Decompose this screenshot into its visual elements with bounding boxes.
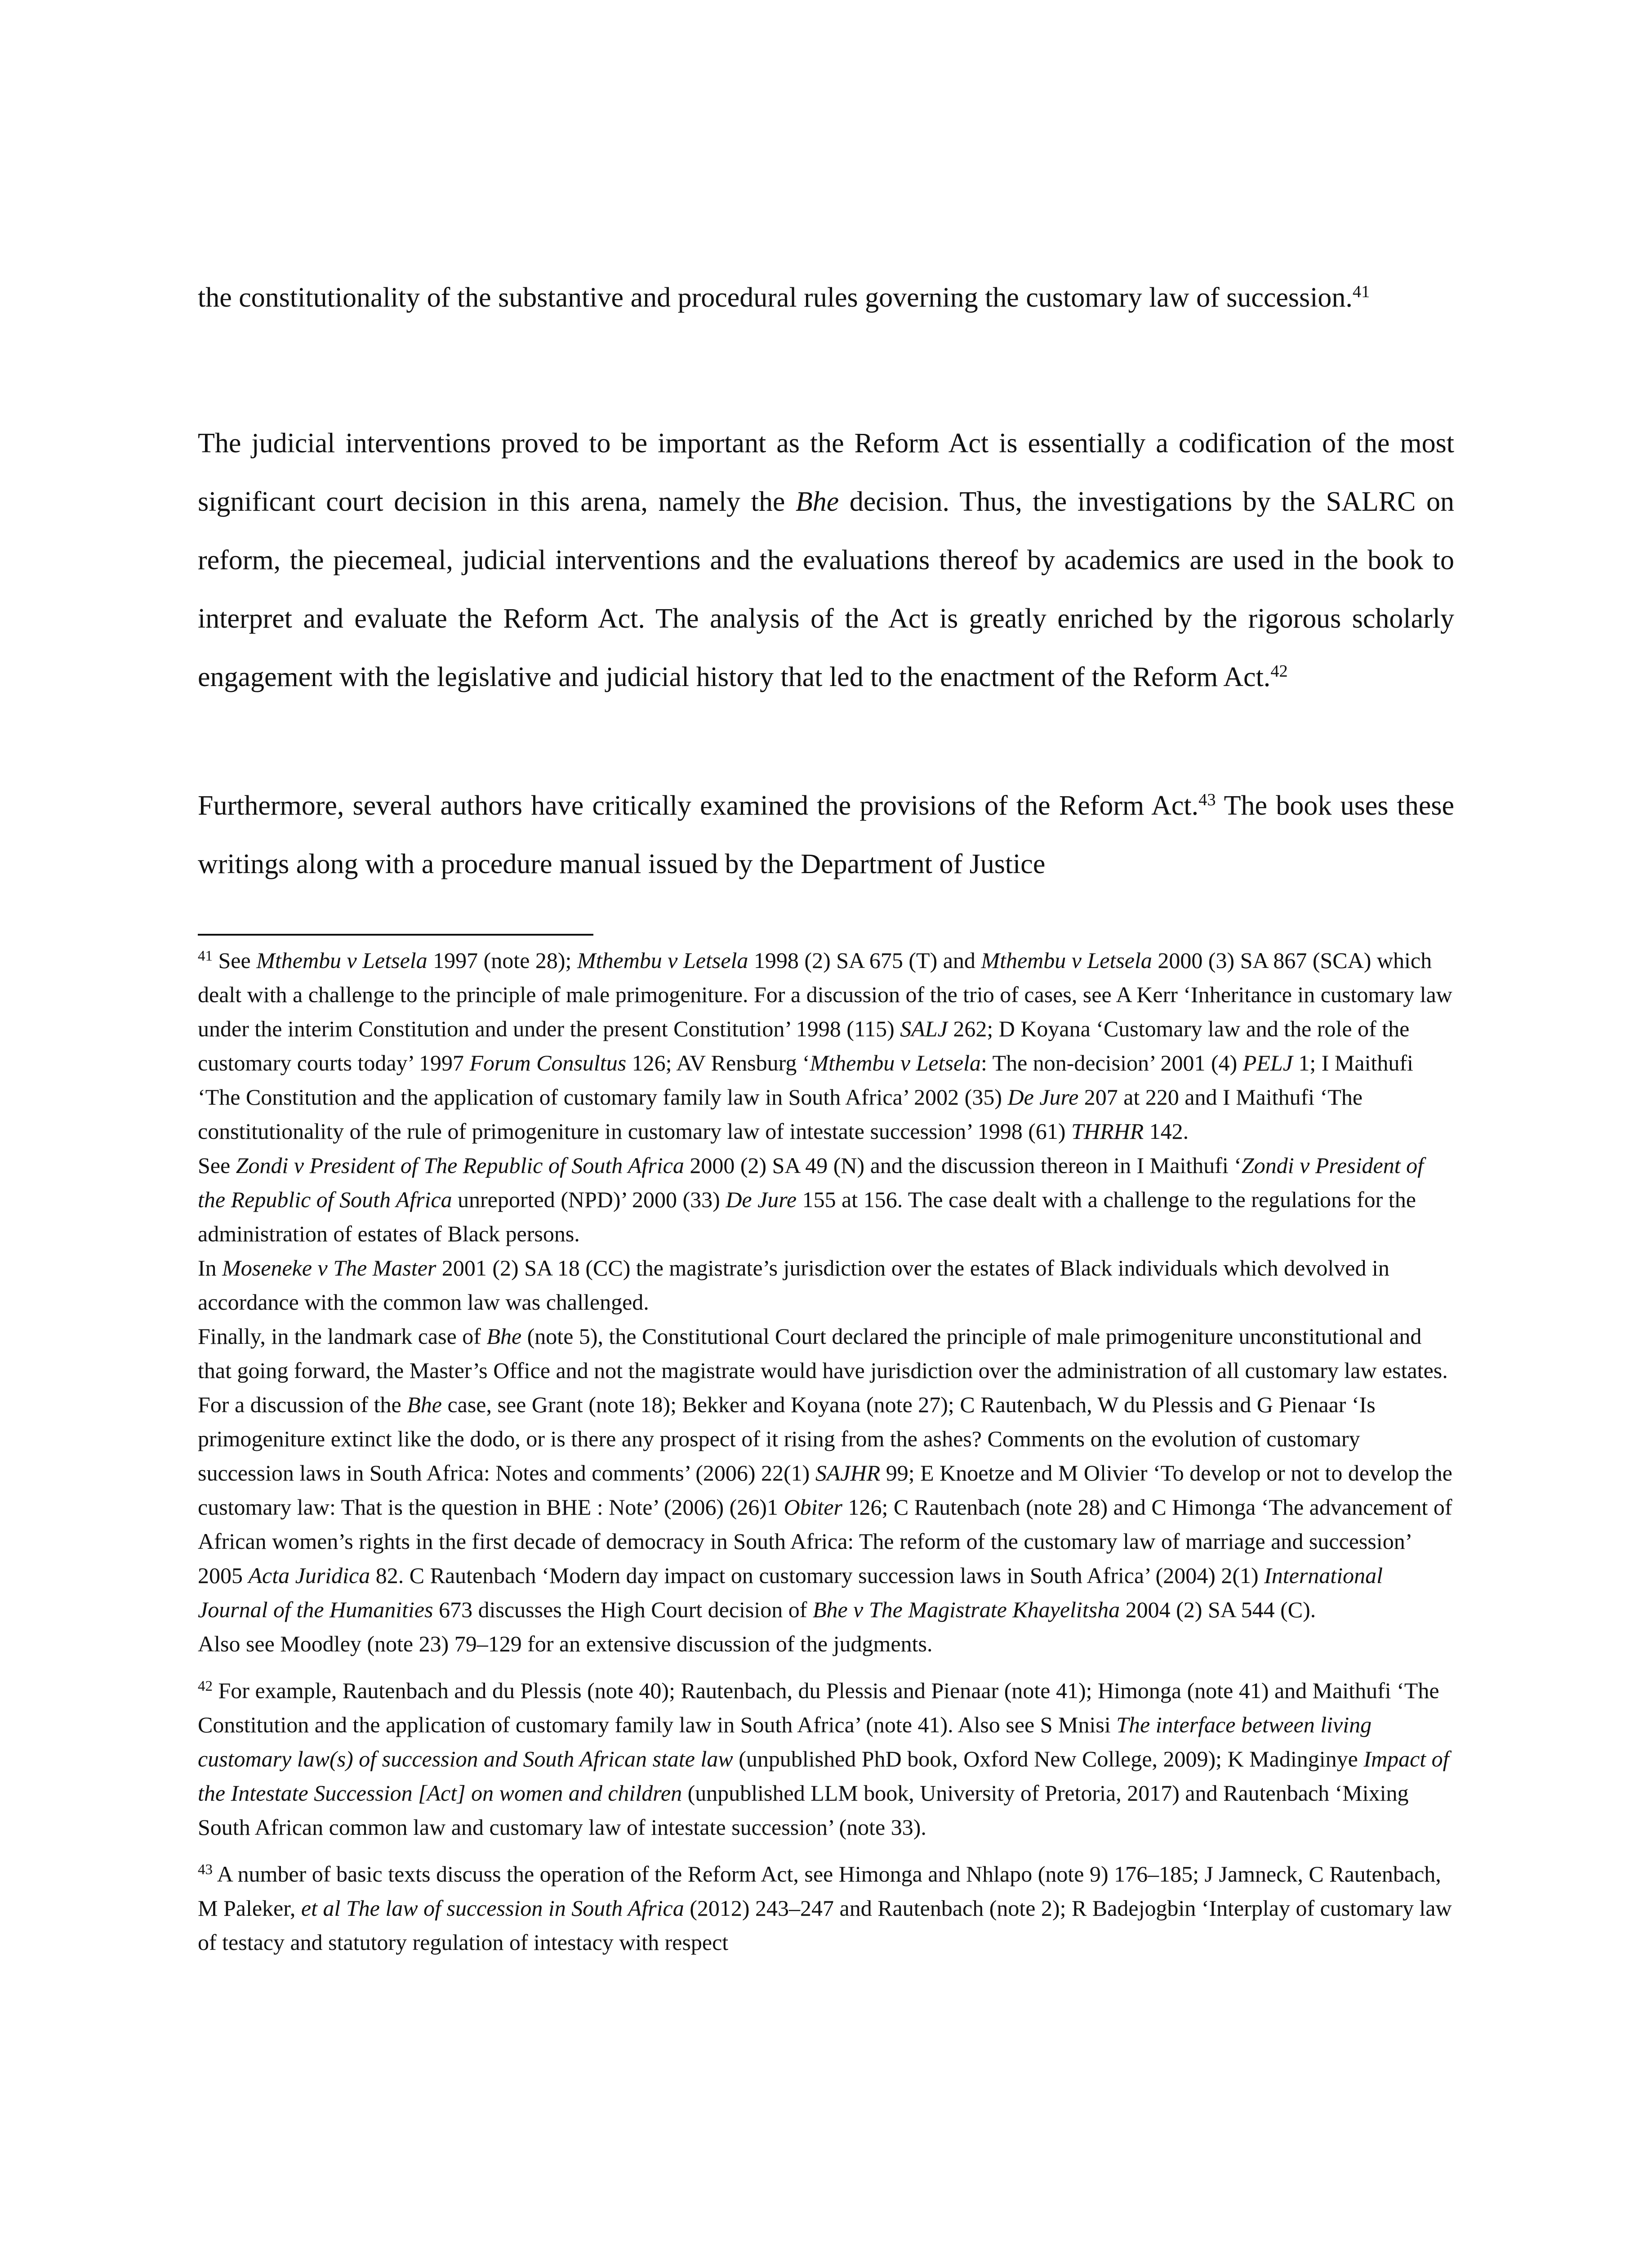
footnote-number: 43 [198,1861,213,1878]
footnote-41-bhe-discussion: For a discussion of the Bhe case, see Grant (note 18); Bekker and Koyana (note 27); C Rautenbach, W du Plessis and G Pienaar ‘Is primogeniture extinct like the dodo, or is there any prospect of it rising from the ashes? Comments on the evolution of customary succession laws in South Africa: Notes and comments’ (2006) 22(1) SAJHR 99; E Knoetze and M Olivier ‘To develop or not to develop the customary law: That is the question in BHE : Note’ (2006) (26)1 Obiter 126; C Rautenbach (note 28) and C Himonga ‘The advancement of African women’s rights in the first decade of democracy in South Africa: The reform of the customary law of marriage and succession’ 2005 Acta Juridica 82. C Rautenbach ‘Modern day impact on customary succession laws in South Africa’ (2004) 2(1) International Journal of the Humanities 673 discusses the High Court decision of Bhe v The Magistrate Khayelitsha 2004 (2) SA 544 (C). [198,1392,1452,1622]
footnote-41-moseneke: In Moseneke v The Master 2001 (2) SA 18 (CC) the magistrate’s jurisdiction over the estates of Black individuals which devolved in accordance with the common law was challenged. [198,1255,1389,1315]
footnote-41-bhe: Finally, in the landmark case of Bhe (note 5), the Constitutional Court declared the principle of male primogeniture unconstitutional and that going forward, the Master’s Office and not the magistrate would have jurisdiction over the administration of all customary law estates. [198,1324,1448,1383]
footnote-ref-42[interactable]: 42 [1270,661,1288,681]
body-paragraph-1: the constitutionality of the substantive and procedural rules governing the customary law of succession.$^{41}$ [198,282,1370,313]
footnote-42: $^{42}$ For example, Rautenbach and du Plessis (note 40); Rautenbach, du Plessis and Pienaar (note 41); Himonga (note 41) and Maithufi ‘The Constitution and the application of customary family law in South Africa’ (note 41). Also see S Mnisi The interface between living customary law(s) of succession and South African state law (unpublished PhD book, Oxford New College, 2009); K Madinginye Impact of the Intestate Succession [Act] on women and children (unpublished LLM book, University of Pretoria, 2017) and Rautenbach ‘Mixing South African common law and customary law of intestate succession’ (note 33). [198,1678,1449,1840]
footnotes-section [198,943,1454,1959]
footnote-43: $^{43}$ A number of basic texts discuss the operation of the Reform Act, see Himonga and Nhlapo (note 9) 176–185; J Jamneck, C Rautenbach, M Paleker, et al The law of succession in South Africa (2012) 243–247 and Rautenbach (note 2); R Badejogbin ‘Interplay of customary law of testacy and statutory regulation of intestacy with respect [198,1861,1452,1955]
footnote-separator [198,934,593,936]
footnote-41-zondi: See Zondi v President of The Republic of South Africa 2000 (2) SA 49 (N) and the discussion thereon in I Maithufi ‘Zondi v President of the Republic of South Africa unreported (NPD)’ 2000 (33) De Jure 155 at 156. The case dealt with a challenge to the regulations for the administration of estates of Black persons. [198,1153,1424,1246]
footnote-number: 41 [198,948,213,964]
footnote-41-moodley: Also see Moodley (note 23) 79–129 for an extensive discussion of the judgments. [198,1631,933,1656]
case-name-bhe: Bhe [795,486,839,517]
body-paragraph-2: The judicial interventions proved to be important as the Reform Act is essentially a codification of the most significant court decision in this arena, namely the Bhe decision. Thus, the investigations by the SALRC on reform, the piecemeal, judicial interventions and the evaluations thereof by academics are used in the book to interpret and evaluate the Reform Act. The analysis of the Act is greatly enriched by the rigorous scholarly engagement with the legislative and judicial history that led to the enactment of the Reform Act.$^{42}$ [198,428,1454,692]
body-paragraph-3: Furthermore, several authors have critically examined the provisions of the Reform Act.$^{43}$ The book uses these writings along with a procedure manual issued by the Department of Justice [198,790,1454,879]
footnote-41: $^{41}$ See Mthembu v Letsela 1997 (note 28); Mthembu v Letsela 1998 (2) SA 675 (T) and Mthembu v Letsela 2000 (3) SA 867 (SCA) which dealt with a challenge to the principle of male primogeniture. For a discussion of the trio of cases, see A Kerr ‘Inheritance in customary law under the interim Constitution and under the present Constitution’ 1998 (115) SALJ 262; D Koyana ‘Customary law and the role of the customary courts today’ 1997 Forum Consultus 126; AV Rensburg ‘Mthembu v Letsela: The non-decision’ 2001 (4) PELJ 1; I Maithufi ‘The Constitution and the application of customary family law in South Africa’ 2002 (35) De Jure 207 at 220 and I Maithufi ‘The constitutionality of the rule of primogeniture in customary law of intestate succession’ 1998 (61) THRHR 142. [198,948,1452,1144]
footnote-ref-43[interactable]: 43 [1198,790,1216,809]
footnote-ref-41[interactable]: 41 [1352,282,1370,301]
footnote-number: 42 [198,1678,213,1695]
